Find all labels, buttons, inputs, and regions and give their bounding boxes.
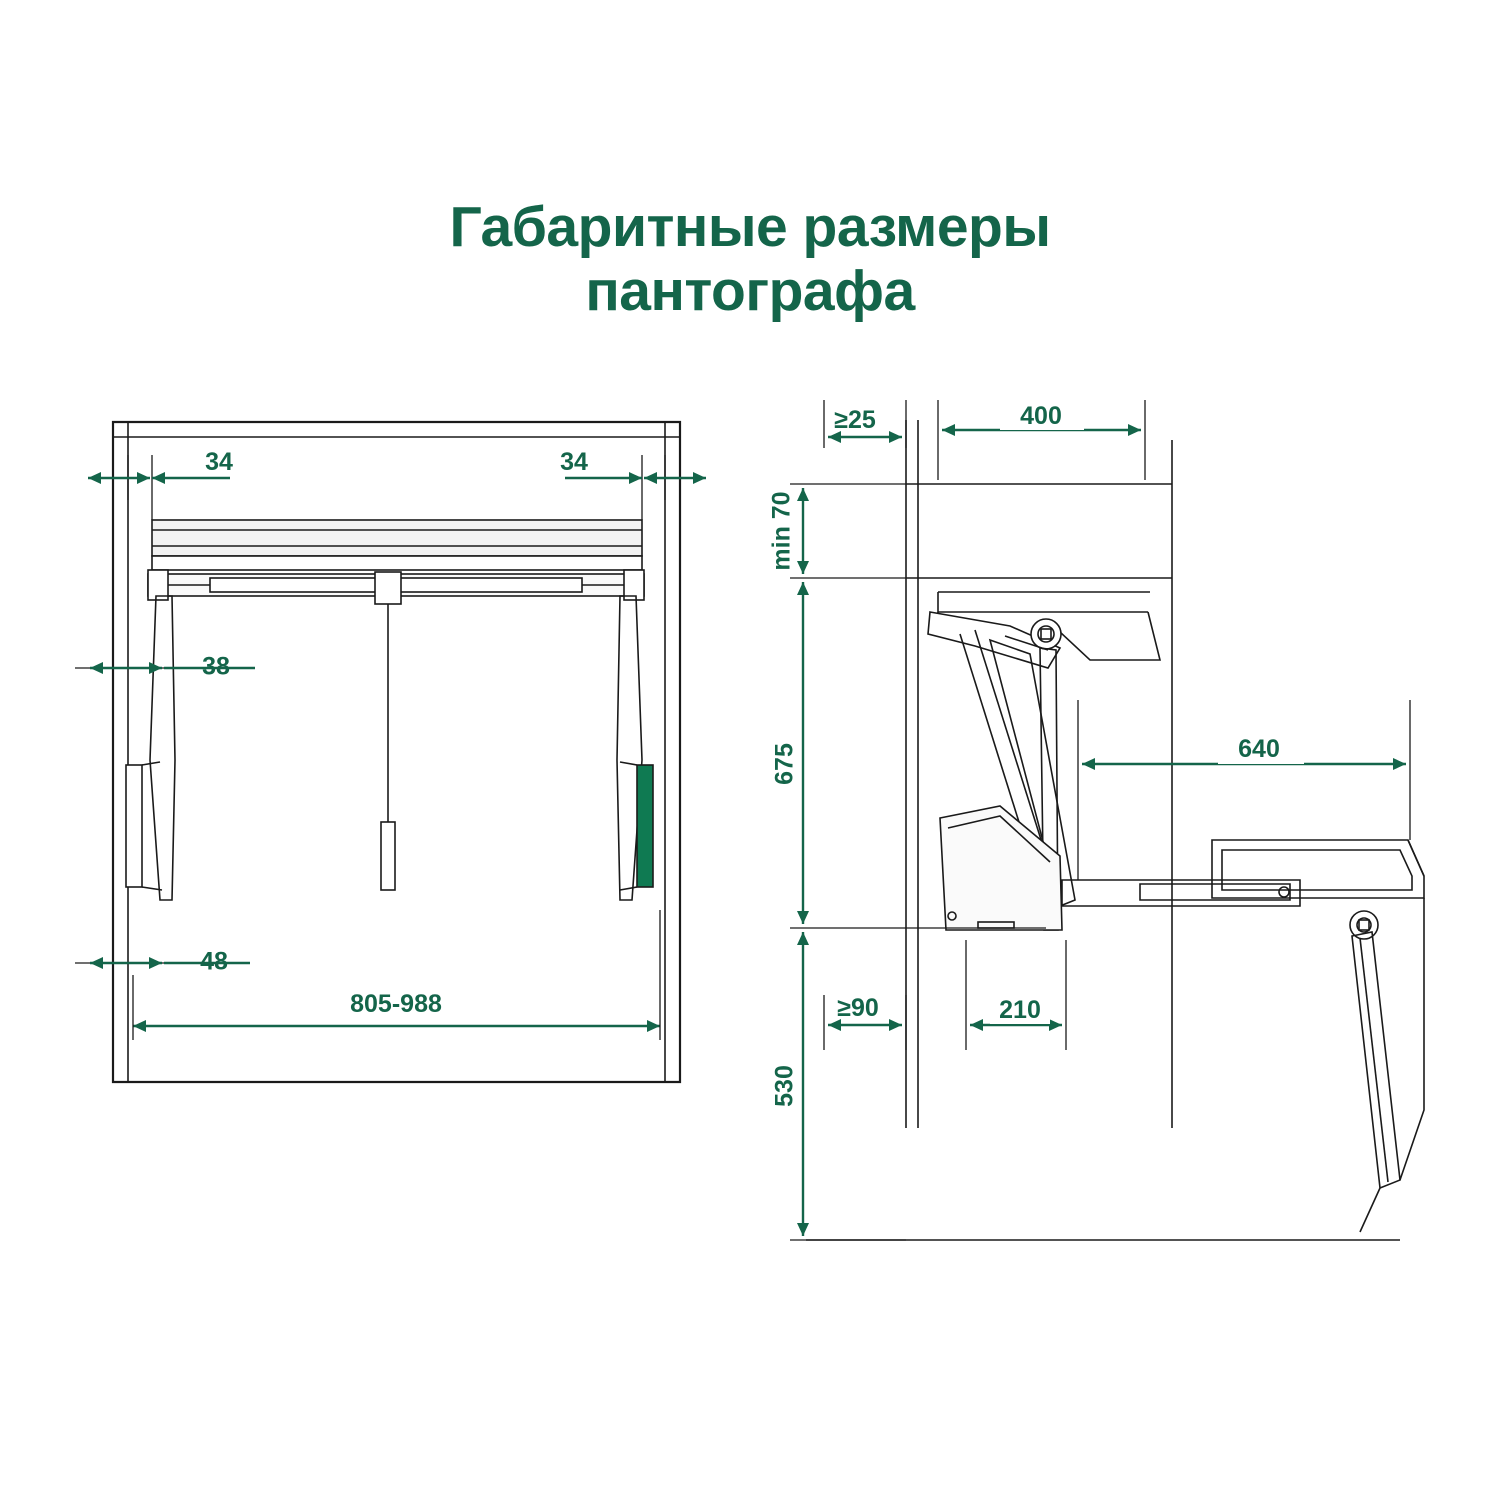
side-lower-housing [940, 806, 1062, 930]
side-descending-arm-mid [1360, 938, 1388, 1182]
front-dim-34-right-text: 34 [560, 448, 588, 476]
front-right-spring-top-conn [620, 762, 637, 765]
front-left-link-arm [150, 596, 175, 900]
side-dim-25-text: ≥25 [834, 406, 876, 434]
side-dim-min70-text: min 70 [767, 491, 796, 571]
front-dim-34-left-text: 34 [205, 448, 233, 476]
side-lower-arm-hole [1279, 887, 1289, 897]
side-dim-90-text: ≥90 [837, 994, 879, 1022]
front-left-gas-spring-outline [126, 765, 142, 887]
front-dim-48-text: 48 [200, 947, 228, 976]
front-center-hub [375, 572, 401, 604]
side-descending-arm-tip [1360, 1188, 1380, 1232]
side-tray-right-edge [1400, 898, 1424, 1180]
front-handle-grip [381, 822, 395, 890]
side-dim-400-text: 400 [1020, 402, 1062, 430]
front-top-rail [152, 520, 642, 556]
side-view-group [768, 400, 1424, 1240]
side-cabinet-rail-lip [938, 592, 1148, 612]
side-dim-530-text: 530 [770, 1065, 799, 1107]
front-dim-38-text: 38 [202, 652, 230, 681]
side-dim-210-text: 210 [999, 996, 1041, 1024]
side-tray-edge [1408, 840, 1424, 876]
side-descending-arm [1352, 932, 1400, 1188]
page-title-line-2: пантографа [585, 258, 915, 323]
front-right-gas-spring [637, 765, 653, 887]
front-top-rail-lip [152, 556, 642, 570]
side-upper-pivot-circle [1031, 619, 1061, 649]
front-view-group [75, 422, 706, 1082]
side-dim-675-text: 675 [770, 743, 799, 785]
front-dim-width-text: 805-988 [350, 990, 442, 1018]
side-top-bracket [1060, 612, 1160, 660]
page-title-line-1: Габаритные размеры [449, 195, 1051, 259]
front-right-spring-bottom-conn [620, 887, 637, 890]
side-dim-640-text: 640 [1238, 735, 1280, 763]
